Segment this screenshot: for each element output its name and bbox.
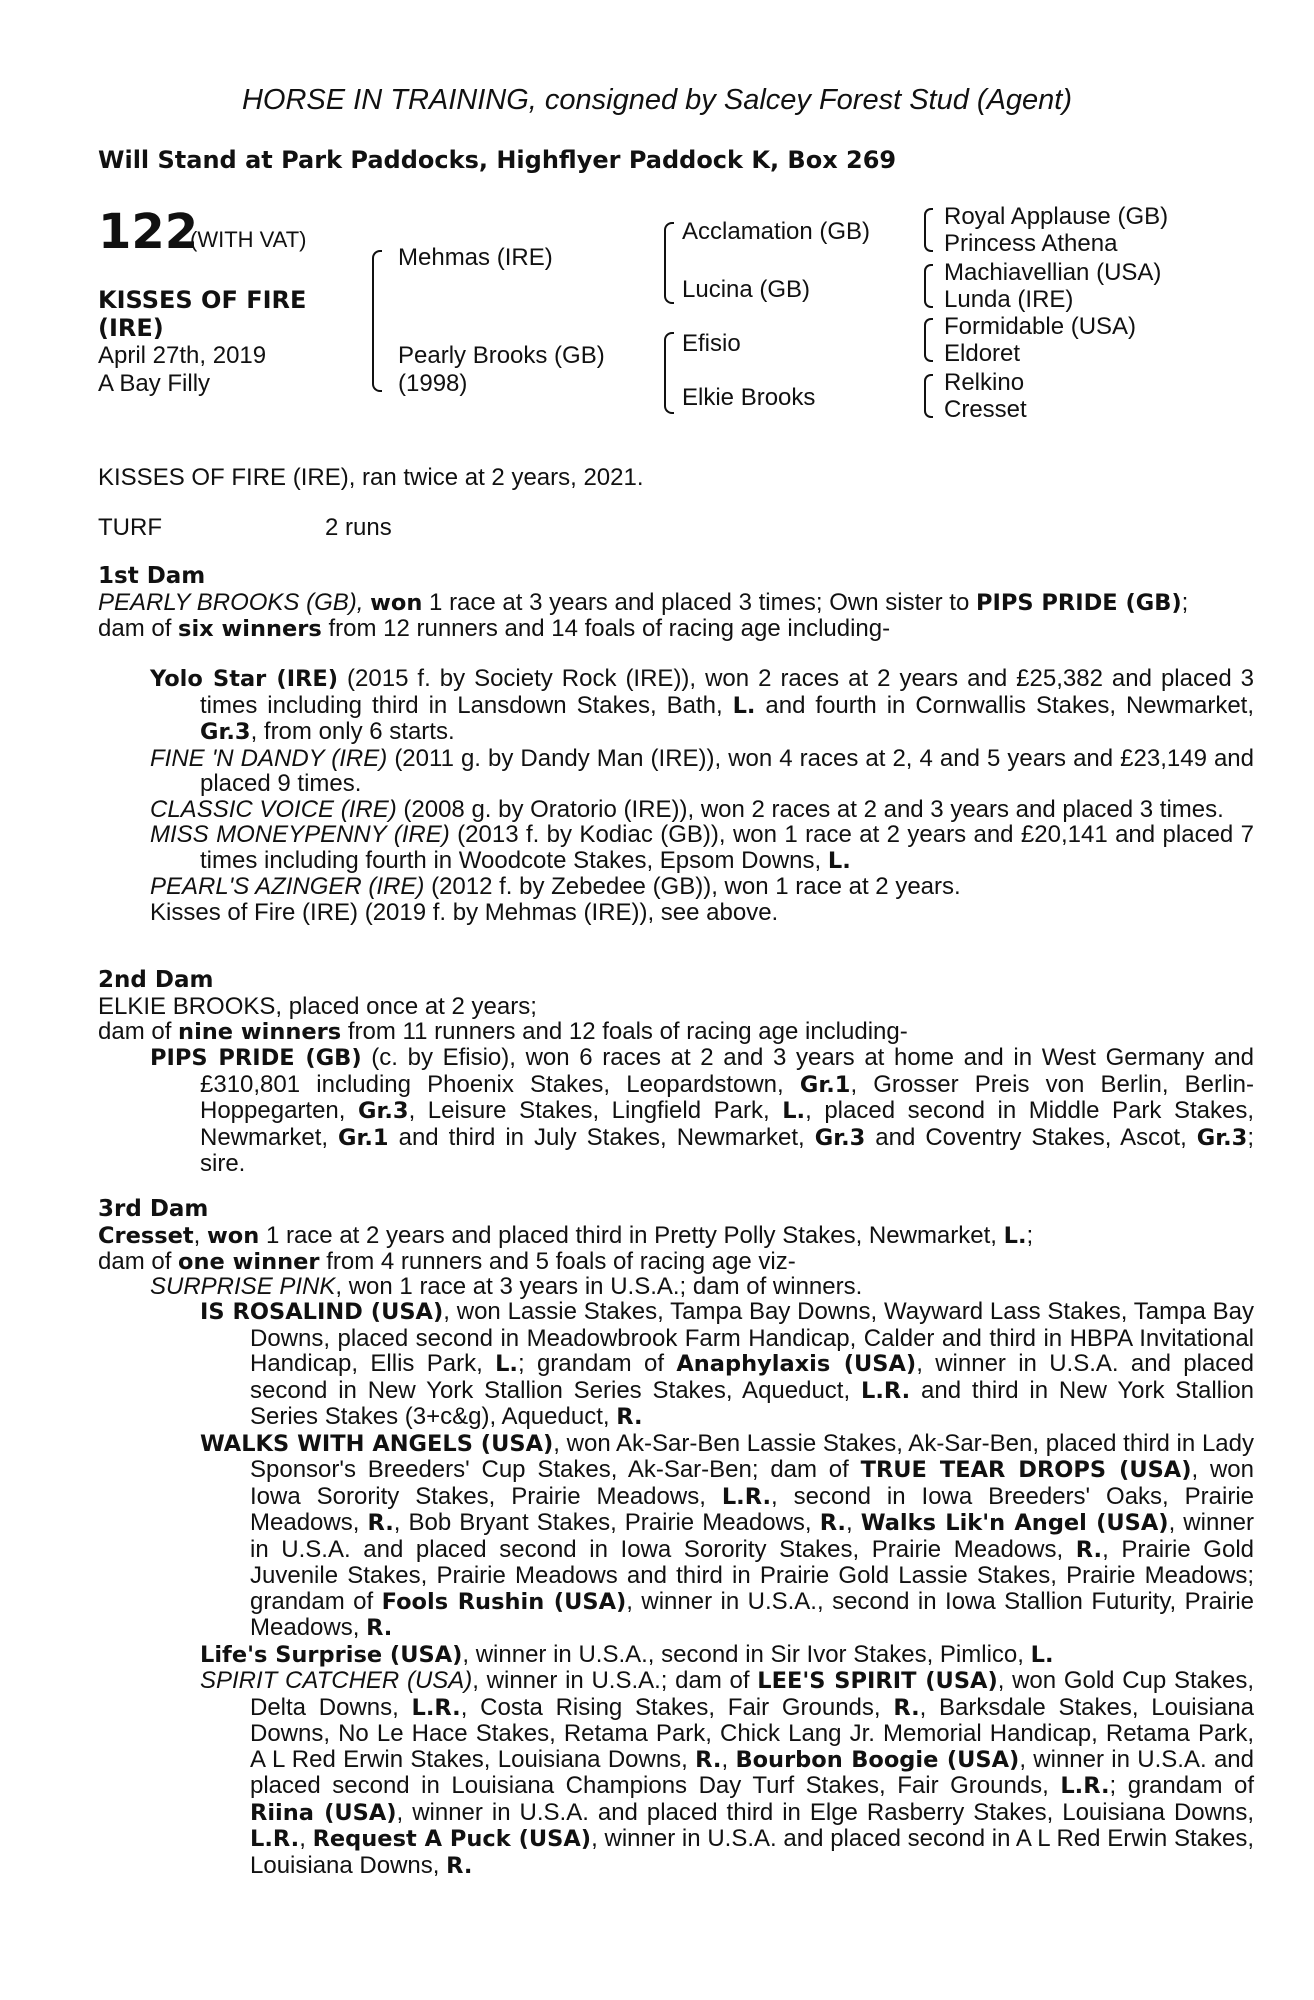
pedigree-dss: Formidable (USA) xyxy=(944,313,1137,340)
pedigree-brace xyxy=(924,208,933,252)
pedigree-sire-sire: Acclamation (GB) xyxy=(682,218,871,245)
first-dam-intro: PEARLY BROOKS (GB), won 1 race at 3 years and placed 3 times; Own sister to PIPS PRIDE (GB); xyxy=(98,588,1189,616)
race-summary: KISSES OF FIRE (IRE), ran twice at 2 years, 2021. xyxy=(98,464,644,491)
horse-name: KISSES OF FIRE (IRE) xyxy=(98,286,307,342)
turf-label: TURF xyxy=(98,514,162,541)
pedigree-brace xyxy=(664,222,674,304)
pedigree-brace xyxy=(924,318,933,362)
pedigree-sire: Mehmas (IRE) xyxy=(398,244,553,271)
pedigree-brace xyxy=(664,332,674,414)
pedigree-brace xyxy=(372,250,382,392)
second-dam-intro: ELKIE BROOKS, placed once at 2 years; xyxy=(98,992,537,1020)
pedigree-sss: Royal Applause (GB) xyxy=(944,203,1169,230)
pedigree-dam-dam: Elkie Brooks xyxy=(682,384,816,411)
produce-entry: SURPRISE PINK, won 1 race at 3 years in U.S.A.; dam of winners. xyxy=(150,1273,863,1300)
section-heading: 2nd Dam xyxy=(98,967,214,993)
produce-entry: Yolo Star (IRE) (2015 f. by Society Rock (IRE)), won 2 races at 2 years and £25,382 and placed 3 times including third in Lansdown Stakes, Bath, L. and fourth in Cornwallis Stakes, Newmarket, Gr.3, from only 6 starts. FINE 'N DANDY (IRE) (2011 g. by Dandy Man (IRE)), won 4 races at 2, 4 and 5 years and £23,149 and placed 9 times. CLASSIC VOICE (IRE) (2008 g. by Oratorio (IRE)), won 2 races at 2 and 3 years and placed 3 times. MISS MONEYPENNY (IRE) (2013 f. by Kodiac (GB)), won 1 race at 2 years and £20,141 and placed 7 times including fourth in Woodcote Stakes, Epsom Downs, L. PEARL'S AZINGER (IRE) (2012 f. by Zebedee (GB)), won 1 race at 2 years. Kisses of Fire (IRE) (2019 f. by Mehmas (IRE)), see above. xyxy=(150,665,1255,926)
section-heading: 1st Dam xyxy=(98,563,206,589)
turf-value: 2 runs xyxy=(325,514,392,541)
pedigree-dam: Pearly Brooks (GB) xyxy=(398,342,605,369)
pedigree-dsd: Eldoret xyxy=(944,340,1021,367)
third-dam-produce-summary: dam of one winner from 4 runners and 5 foals of racing age viz- xyxy=(98,1248,796,1275)
pedigree-brace xyxy=(924,264,933,308)
pedigree-ssd: Princess Athena xyxy=(944,230,1118,257)
first-dam-section xyxy=(98,564,1204,643)
pedigree-dds: Relkino xyxy=(944,369,1025,396)
third-dam-section xyxy=(98,1197,1204,1276)
second-dam-produce-summary: dam of nine winners from 11 runners and 12 foals of racing age including- xyxy=(98,1018,908,1045)
produce-entry: PIPS PRIDE (GB) (c. by Efisio), won 6 races at 2 and 3 years at home and in West Germany and £310,801 including Phoenix Stakes, Leopardstown, Gr.1, Grosser Preis von Berlin, Berlin-Hoppegarten, Gr.3, Leisure Stakes, Lingfield Park, L., placed second in Middle Park Stakes, Newmarket, Gr.1 and third in July Stakes, Newmarket, Gr.3 and Coventry Stakes, Ascot, Gr.3; sire. xyxy=(150,1044,1255,1177)
page-title: HORSE IN TRAINING, consigned by Salcey Forest Stud (Agent) xyxy=(241,84,1073,116)
vat-label: (WITH VAT) xyxy=(190,227,307,252)
stand-location: Will Stand at Park Paddocks, Highflyer Paddock K, Box 269 xyxy=(98,146,897,174)
first-dam-produce-summary: dam of six winners from 12 runners and 14 foals of racing age including- xyxy=(98,615,891,642)
pedigree-ddd: Cresset xyxy=(944,396,1027,423)
pedigree-brace xyxy=(924,374,933,418)
foaling-date: April 27th, 2019 xyxy=(98,342,267,369)
pedigree-sire-dam: Lucina (GB) xyxy=(682,276,811,303)
third-dam-intro: Cresset, won 1 race at 2 years and placed third in Pretty Polly Stakes, Newmarket, L.; xyxy=(98,1221,1034,1249)
second-dam-section xyxy=(98,968,1204,1046)
section-heading: 3rd Dam xyxy=(98,1196,209,1222)
pedigree-sds: Machiavellian (USA) xyxy=(944,259,1162,286)
lot-number: 122 xyxy=(98,204,199,260)
horse-description: A Bay Filly xyxy=(98,370,211,397)
pedigree-sdd: Lunda (IRE) xyxy=(944,286,1074,313)
pedigree-dam-year: (1998) xyxy=(398,370,468,397)
pedigree-dam-sire: Efisio xyxy=(682,330,741,357)
produce-entry: IS ROSALIND (USA), won Lassie Stakes, Tampa Bay Downs, Wayward Lass Stakes, Tampa Bay Downs, placed second in Meadowbrook Farm Handicap, Calder and third in HBPA Invitational Handicap, Ellis Park, L.; grandam of Anaphylaxis (USA), winner in U.S.A. and placed second in New York Stallion Series Stakes, Aqueduct, L.R. and third in New York Stallion Series Stakes (3+c&g), Aqueduct, R. WALKS WITH ANGELS (USA), won Ak-Sar-Ben Lassie Stakes, Ak-Sar-Ben, placed third in Lady Sponsor's Breeders' Cup Stakes, Ak-Sar-Ben; dam of TRUE TEAR DROPS (USA), won Iowa Sorority Stakes, Prairie Meadows, L.R., second in Iowa Breeders' Oaks, Prairie Meadows, R., Bob Bryant Stakes, Prairie Meadows, R., Walks Lik'n Angel (USA), winner in U.S.A. and placed second in Iowa Sorority Stakes, Prairie Meadows, R., Prairie Gold Juvenile Stakes, Prairie Meadows and third in Prairie Gold Lassie Stakes, Prairie Meadows; grandam of Fools Rushin (USA), winner in U.S.A., second in Iowa Stallion Futurity, Prairie Meadows, R. Life's Surprise (USA), winner in U.S.A., second in Sir Ivor Stakes, Pimlico, L. SPIRIT CATCHER (USA), winner in U.S.A.; dam of LEE'S SPIRIT (USA), won Gold Cup Stakes, Delta Downs, L.R., Costa Rising Stakes, Fair Grounds, R., Barksdale Stakes, Louisiana Downs, No Le Hace Stakes, Retama Park, Chick Lang Jr. Memorial Handicap, Retama Park, A L Red Erwin Stakes, Louisiana Downs, R., Bourbon Boogie (USA), winner in U.S.A. and placed second in Louisiana Champions Day Turf Stakes, Fair Grounds, L.R.; grandam of Riina (USA), winner in U.S.A. and placed third in Elge Rasberry Stakes, Louisiana Downs, L.R., Request A Puck (USA), winner in U.S.A. and placed second in A L Red Erwin Stakes, Louisiana Downs, R. xyxy=(200,1298,1255,1879)
